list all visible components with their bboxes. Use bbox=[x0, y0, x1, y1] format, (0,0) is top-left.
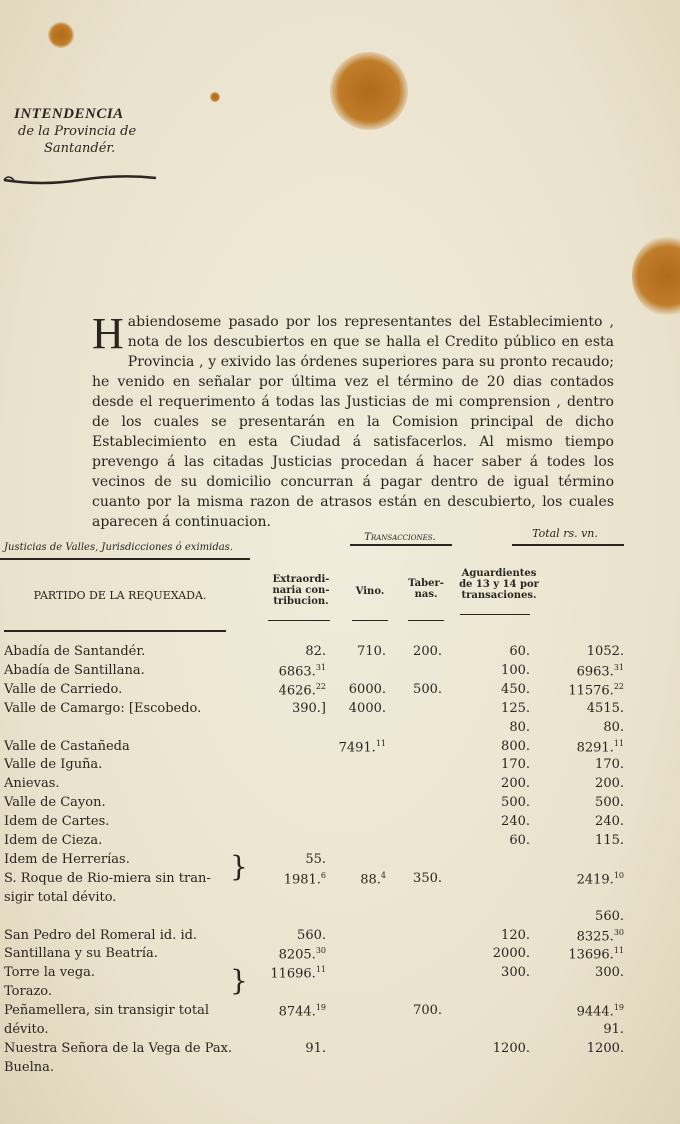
row-name: Valle de Camargo: [Escobedo. bbox=[4, 700, 202, 716]
aguardientes-value: 120. bbox=[501, 927, 530, 943]
table-row bbox=[0, 890, 680, 908]
total-value: 13696.11 bbox=[568, 946, 624, 963]
rule-top-left bbox=[0, 558, 250, 560]
total-value: 200. bbox=[595, 776, 624, 792]
aguardientes-value: 125. bbox=[501, 700, 530, 716]
total-value: 8291.11 bbox=[576, 738, 624, 755]
table-row bbox=[0, 795, 680, 813]
table-row bbox=[0, 682, 680, 700]
table-row bbox=[0, 776, 680, 794]
total-value: 1200. bbox=[586, 1040, 624, 1056]
extraordinaria-value: 82. bbox=[305, 644, 326, 659]
extraordinaria-value: 390.] bbox=[291, 700, 326, 716]
value-superscript: 11 bbox=[613, 946, 624, 956]
extraordinaria-value: 6863.31 bbox=[278, 662, 326, 680]
table-row bbox=[0, 663, 680, 681]
value-superscript: 30 bbox=[613, 927, 624, 937]
extraordinaria-value: 8205.30 bbox=[278, 946, 326, 963]
total-value: 2419.10 bbox=[576, 870, 624, 888]
tabernas-heading: Taber-nas. bbox=[408, 578, 444, 600]
table-row bbox=[0, 946, 680, 964]
total-value: 4515. bbox=[586, 700, 624, 716]
row-name: Idem de Cartes. bbox=[4, 814, 110, 830]
rule-header-agu bbox=[460, 614, 530, 615]
intro-text: abiendoseme pasado por los representantes del Establecimiento , nota de los descubiertos en que se halla el Credito público en esta Provincia , y exivido las órdenes superiores para su pronto recaudo; he venido en señalar por última vez el término de 20 dias contados desde el requerimento á todas las Justicias de mi comprension , dentro de los cuales se presentarán en la Comision principal de dicho Establecimiento en esta Ciudad á satisfacerlos. Al mismo tiempo prevengo á las citadas Justicias procedan á hacer saber á todes los vecinos de su domicilio concurran á pagar dentro de igual término cuanto por la misma razon de atrasos están en descubierto, los cuales aparecen á continuacion. bbox=[92, 314, 614, 530]
table-row bbox=[0, 1060, 680, 1078]
rule-header-vino bbox=[352, 620, 388, 621]
row-name: Buelna. bbox=[4, 1059, 55, 1075]
rule-total bbox=[512, 544, 624, 546]
tabernas-value: 200. bbox=[413, 644, 442, 659]
row-name: Nuestra Señora de la Vega de Pax. bbox=[4, 1040, 233, 1056]
table-row bbox=[0, 814, 680, 832]
row-name: San Pedro del Romeral id. id. bbox=[4, 927, 198, 943]
ink-stain bbox=[48, 22, 74, 48]
value-superscript: 19 bbox=[315, 1003, 326, 1013]
aguardientes-value: 240. bbox=[501, 814, 530, 830]
total-value: 240. bbox=[595, 814, 624, 830]
total-value: 80. bbox=[603, 719, 624, 735]
row-name: Anievas. bbox=[4, 776, 60, 792]
row-name: Valle de Iguña. bbox=[4, 757, 103, 773]
value-superscript: 31 bbox=[315, 662, 326, 672]
total-heading: Total rs. vn. bbox=[532, 527, 598, 540]
aguardientes-value: 500. bbox=[501, 795, 530, 811]
total-value: 1052. bbox=[586, 644, 624, 659]
rule-header-left bbox=[4, 630, 226, 632]
ink-stain bbox=[632, 236, 680, 316]
row-name: Abadía de Santandér. bbox=[4, 644, 146, 659]
vino-value: 4000. bbox=[348, 700, 386, 716]
aguardientes-value: 200. bbox=[501, 776, 530, 792]
drop-cap: H bbox=[92, 309, 124, 358]
header-swash bbox=[2, 172, 158, 186]
row-name: Abadía de Santillana. bbox=[4, 662, 145, 678]
value-superscript: 22 bbox=[613, 681, 624, 691]
total-value: 170. bbox=[595, 757, 624, 773]
vino-value: 710. bbox=[357, 644, 386, 659]
table-row bbox=[0, 1003, 680, 1021]
aguardientes-value: 800. bbox=[501, 738, 530, 754]
tabernas-value: 500. bbox=[413, 681, 442, 697]
aguardientes-value: 170. bbox=[501, 757, 530, 773]
extraordinaria-value: 560. bbox=[297, 927, 326, 943]
rule-header-tab bbox=[408, 620, 444, 621]
row-name: Idem de Herrerías. bbox=[4, 851, 130, 867]
value-superscript: 22 bbox=[315, 681, 326, 691]
table-row bbox=[0, 871, 680, 889]
tabernas-value: 350. bbox=[413, 870, 442, 886]
table-row bbox=[0, 852, 680, 870]
vino-value: 7491.11 bbox=[338, 738, 386, 755]
value-superscript: 4 bbox=[380, 870, 386, 880]
total-value: 8325.30 bbox=[576, 927, 624, 944]
extraordinaria-value: 11696.11 bbox=[270, 965, 326, 982]
aguardientes-value: 1200. bbox=[492, 1040, 530, 1056]
extraordinaria-value: 4626.22 bbox=[278, 681, 326, 699]
table-row bbox=[0, 928, 680, 946]
value-superscript: 11 bbox=[375, 738, 386, 748]
transacciones-heading: Transacciones. bbox=[364, 532, 436, 543]
table-row bbox=[0, 984, 680, 1002]
value-superscript: 11 bbox=[613, 738, 624, 748]
aguardientes-heading: Aguardientes de 13 y 14 por transaciones. bbox=[459, 568, 539, 601]
row-name: sigir total dévito. bbox=[4, 889, 117, 905]
table-row bbox=[0, 1041, 680, 1059]
extraordinaria-value: 91. bbox=[305, 1040, 326, 1056]
header-subtitle: de la Provincia de bbox=[18, 124, 137, 139]
table-row bbox=[0, 1022, 680, 1040]
aguardientes-value: 80. bbox=[509, 719, 530, 735]
extraordinaria-value: 55. bbox=[305, 851, 326, 867]
extraordinaria-heading: Extraordi-naria con-tribucion. bbox=[272, 574, 330, 607]
row-name: Valle de Castañeda bbox=[4, 738, 130, 754]
row-name: Torazo. bbox=[4, 984, 53, 1000]
total-value: 9444.19 bbox=[576, 1003, 624, 1020]
intendencia-header bbox=[14, 106, 164, 157]
extraordinaria-value: 1981.$^6$ bbox=[283, 870, 326, 888]
total-value: 11576.22 bbox=[568, 681, 624, 699]
table-row bbox=[0, 965, 680, 983]
value-superscript: 11 bbox=[315, 965, 326, 975]
row-name: Valle de Carriedo. bbox=[4, 681, 123, 697]
value-superscript: 30 bbox=[315, 946, 326, 956]
value-superscript: 19 bbox=[613, 1003, 624, 1013]
table-row bbox=[0, 909, 680, 927]
table-row bbox=[0, 833, 680, 851]
row-name: S. Roque de Rio-miera sin tran- bbox=[4, 870, 211, 886]
rule-transacciones bbox=[350, 544, 452, 546]
table-row bbox=[0, 720, 680, 738]
total-value: 6963.31 bbox=[576, 662, 624, 680]
table-row bbox=[0, 757, 680, 775]
value-superscript: 31 bbox=[613, 662, 624, 672]
ink-stain bbox=[330, 52, 408, 130]
row-name: Idem de Cieza. bbox=[4, 833, 103, 848]
value-superscript: 6 bbox=[320, 870, 326, 880]
header-title: INTENDENCIA bbox=[14, 106, 124, 122]
tabernas-value: 700. bbox=[413, 1003, 442, 1019]
intro-paragraph bbox=[92, 309, 614, 532]
justicias-heading: Justicias de Valles, Jurisdicciones ó eximidas. bbox=[4, 542, 233, 553]
aguardientes-value: 60. bbox=[509, 833, 530, 848]
aguardientes-value: 2000. bbox=[492, 946, 530, 962]
brace-sanroque: } bbox=[230, 850, 248, 883]
row-name: Valle de Cayon. bbox=[4, 795, 106, 811]
aguardientes-value: 60. bbox=[509, 644, 530, 659]
row-name: Peñamellera, sin transigir total bbox=[4, 1003, 209, 1019]
aguardientes-value: 450. bbox=[501, 681, 530, 697]
rule-header-ext bbox=[268, 620, 330, 621]
aguardientes-value: 100. bbox=[501, 662, 530, 678]
row-name: dévito. bbox=[4, 1022, 49, 1037]
total-value: 560. bbox=[595, 908, 624, 924]
total-value: 91. bbox=[603, 1022, 624, 1037]
vino-heading: Vino. bbox=[355, 586, 385, 597]
aguardientes-value: 300. bbox=[501, 965, 530, 981]
vino-value: 6000. bbox=[348, 681, 386, 697]
row-name: Torre la vega. bbox=[4, 965, 96, 981]
total-value: 115. bbox=[595, 833, 624, 848]
partido-heading: PARTIDO DE LA REQUEXADA. bbox=[33, 589, 207, 602]
value-superscript: 10 bbox=[613, 870, 624, 880]
table-row bbox=[0, 701, 680, 719]
row-name: Santillana y su Beatría. bbox=[4, 946, 158, 962]
table-row bbox=[0, 739, 680, 757]
vino-value: 88.$^4$ bbox=[360, 870, 386, 888]
header-place: Santandér. bbox=[44, 141, 116, 156]
total-value: 300. bbox=[595, 965, 624, 981]
ink-stain bbox=[210, 92, 220, 102]
brace-penamellera: } bbox=[230, 964, 248, 997]
table-row bbox=[0, 644, 680, 662]
extraordinaria-value: 8744.19 bbox=[278, 1003, 326, 1020]
total-value: 500. bbox=[595, 795, 624, 811]
